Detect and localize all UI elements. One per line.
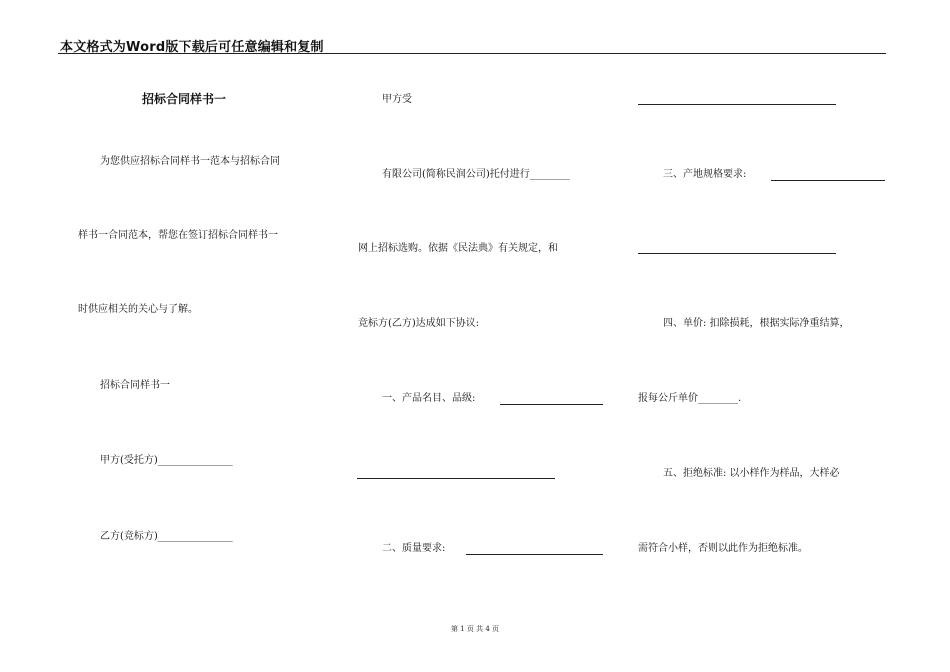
col2-line-2: 有限公司(简称民润公司)托付进行________ [382, 169, 570, 180]
col2-line-4: 竞标方(乙方)达成如下协议: [358, 318, 480, 329]
item-5-continued: 需符合小样，否则以此作为拒绝标准。 [638, 543, 808, 554]
intro-line-1: 为您供应招标合同样书一范本与招标合同 [100, 156, 280, 167]
item-1-blank-continued [357, 478, 555, 479]
intro-line-3: 时供应相关的关心与了解。 [78, 304, 198, 315]
item-2-quality: 二、质量要求: [382, 543, 446, 554]
item-2-blank [466, 554, 603, 555]
document-title: 招标合同样书一 [142, 92, 227, 106]
item-3-origin-spec: 三、产地规格要求: [663, 169, 747, 180]
party-b-line: 乙方(竞标方)_______________ [100, 531, 233, 542]
header-title: 本文格式为Word版下载后可任意编辑和复制 [60, 40, 324, 55]
page-number: 第 1 页 共 4 页 [450, 625, 500, 633]
document-header [58, 36, 886, 54]
item-3-blank-continued [638, 253, 836, 254]
col2-line-1: 甲方受 [382, 94, 412, 105]
item-4-price: 四、单价: 扣除损耗，根据实际净重结算， [663, 318, 850, 329]
price-per-kg-line: 报每公斤单价________. [638, 393, 742, 404]
intro-line-2: 样书一合同范本，帮您在签订招标合同样书一 [78, 230, 278, 241]
item-3-blank [771, 180, 885, 181]
party-a-line: 甲方(受托方)_______________ [100, 455, 233, 466]
item-1-product: 一、产品名目、品级: [382, 393, 476, 404]
item-5-rejection: 五、拒绝标准: 以小样作为样品，大样必 [663, 468, 840, 479]
col3-blank-top [638, 104, 836, 105]
col2-line-3: 网上招标选购。依据《民法典》有关规定，和 [358, 243, 558, 254]
contract-subtitle: 招标合同样书一 [100, 380, 170, 391]
item-1-blank [500, 404, 603, 405]
